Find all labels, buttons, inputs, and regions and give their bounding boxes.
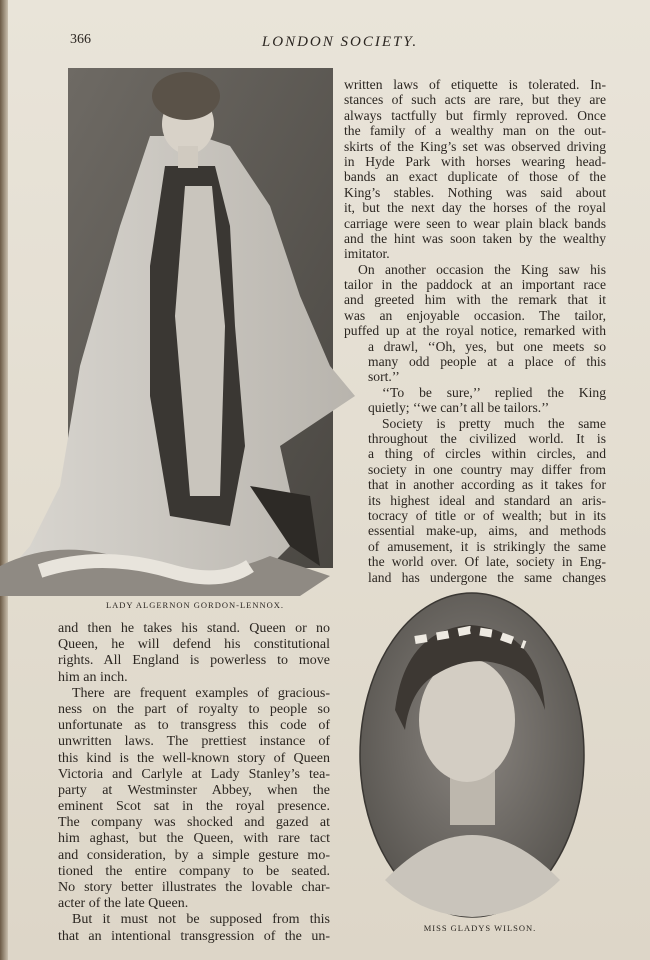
page-number: 366 [70,32,91,47]
text-line: land has undergone the same changes [368,569,606,585]
text-line: and consideration, by a simple gesture mo- [58,847,330,863]
text-line: that an intentional transgression of the un- [58,928,330,944]
text-line: and the hint was soon taken by the wealthy [344,230,606,246]
text-line: eminent Scot sat in the royal presence. [58,799,330,815]
text-line: imitator. [344,246,390,262]
text-line: carriage were seen to wear plain black bands [344,215,606,231]
text-line: stances of such acts are rare, but they are [344,92,606,108]
text-line: ‘‘To be sure,’’ replied the King [382,384,606,400]
text-line: sort.’’ [368,369,400,385]
text-line: him an inch. [58,669,128,685]
text-line: him aghast, but the Queen, with rare tact [58,831,330,847]
text-line: this kind is the well-known story of Queen [58,750,330,766]
text-line: was an enjoyable occasion. The tailor, [344,307,606,323]
text-line: bands an exact duplicate of those of the [344,169,606,185]
text-line: unwritten laws. The prettiest instance of [58,734,330,750]
figure-caption: LADY ALGERNON GORDON-LENNOX. [105,600,285,610]
text-line: party at Westminster Abbey, when the [58,782,330,798]
text-line: society in one country may differ from [368,461,606,477]
figure-caption: MISS GLADYS WILSON. [423,923,537,933]
article-text-right-column [344,77,606,585]
text-line: its highest ideal and standard an aris- [368,492,606,508]
text-line: in Hyde Park with horses wearing head- [344,153,606,169]
portrait-miss-gladys-wilson [355,590,590,920]
portrait-lady-algernon-gordon-lennox [0,66,360,596]
text-line: Queen, he will defend his constitutional [58,637,330,653]
text-line: But it must not be supposed from this [72,912,330,928]
text-line: tailor in the paddock at an important race [344,277,606,293]
text-line: essential make-up, aims, and methods [368,523,606,539]
text-line: ness on the part of royalty to people so [58,701,330,717]
text-line: and greeted him with the remark that it [344,292,606,308]
text-line: a drawl, ‘‘Oh, yes, but one meets so [368,338,606,354]
text-line: written laws of etiquette is tolerated. In- [344,77,606,92]
text-line: it, but the next day the horses of the royal [344,200,606,216]
article-text-left-column [58,621,330,945]
text-line: On another occasion the King saw his [358,261,606,277]
text-line: a thing of circles within circles, and [368,446,606,462]
text-line: rights. All England is powerless to move [58,653,330,669]
text-line: and then he takes his stand. Queen or no [58,621,330,636]
text-line: King’s stables. Nothing was said about [344,184,606,200]
text-line: Victoria and Carlyle at Lady Stanley’s tea- [58,766,330,782]
text-line: tioned the entire company to be seated. [58,863,330,879]
text-line: of amusement, it is strikingly the same [368,538,606,554]
text-line: the world over. Of late, society in Eng- [368,554,606,570]
text-line: the family of a wealthy man on the out- [344,123,606,139]
text-line: many odd people at a place of this [368,354,606,370]
text-line: throughout the civilized world. It is [368,430,606,446]
text-line: tocracy of title or of wealth; but in its [368,507,606,523]
text-line: There are frequent examples of gracious- [72,685,330,701]
text-line: that in another according as it takes for [368,477,606,493]
running-title: LONDON SOCIETY. [261,34,419,50]
text-line: puffed up at the royal notice, remarked with [344,323,606,339]
text-line: always tactfully but firmly reproved. Once [344,107,606,123]
text-line: Society is pretty much the same [382,415,606,431]
text-line: acter of the late Queen. [58,896,189,912]
text-line: unfortunate as to transgress this code of [58,718,330,734]
text-line: quietly; ‘‘we can’t all be tailors.’’ [368,400,550,416]
text-line: No story better illustrates the lovable char- [58,880,330,895]
text-line: skirts of the King’s set was observed driving [344,138,606,154]
text-line: The company was shocked and gazed at [58,815,330,831]
